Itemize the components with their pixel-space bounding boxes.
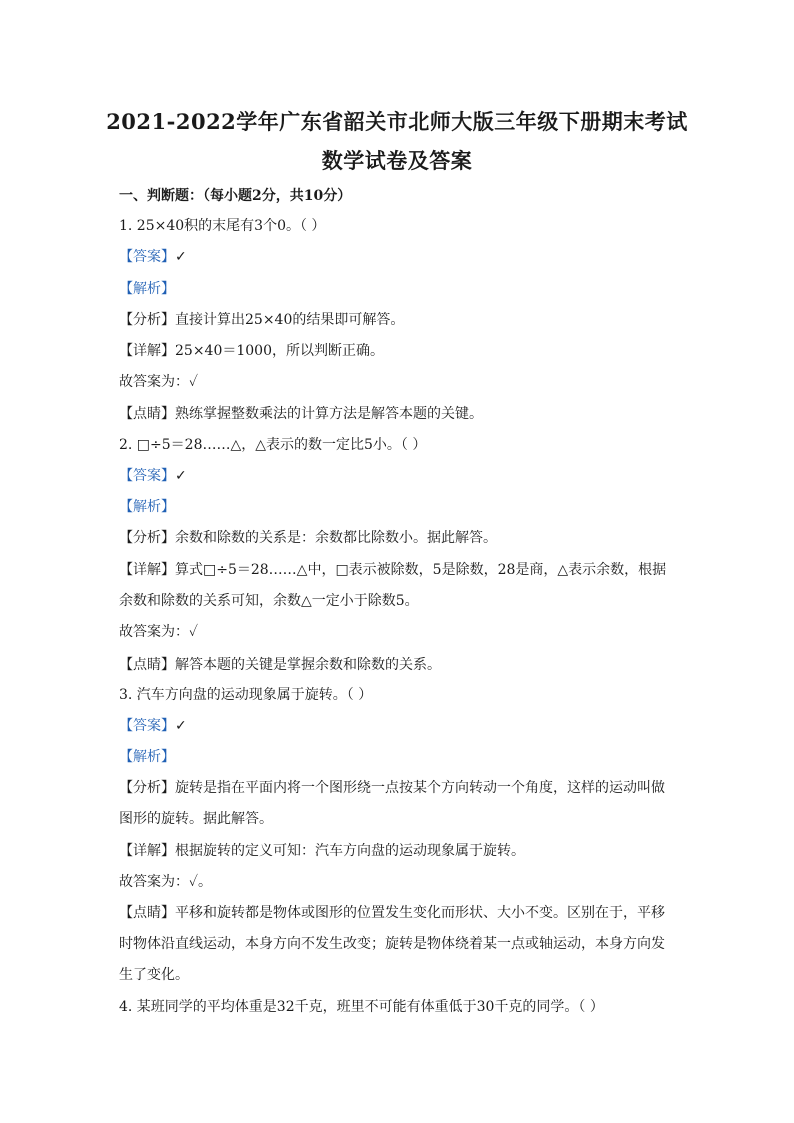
- q3-stem: 3. 汽车方向盘的运动现象属于旋转。（ ）: [119, 687, 373, 703]
- q2-dianjing: 解答本题的关键是掌握余数和除数的关系。: [175, 657, 441, 673]
- q2-stem: 2. □÷5＝28……△，△表示的数一定比5小。（ ）: [119, 437, 427, 453]
- q3-dianjing-1: 平移和旋转都是物体或图形的位置发生变化而形状、大小不变。区别在于，平移: [175, 905, 665, 921]
- q3-dianjing-2: 时物体沿直线运动，本身方向不发生改变；旋转是物体绕着某一点或轴运动，本身方向发: [119, 936, 665, 952]
- xiangjie-tag: 【详解】: [119, 843, 175, 859]
- q1-stem: 1. 25×40积的末尾有3个0。（ ）: [119, 218, 326, 234]
- q2-conclusion: 故答案为：✓: [119, 624, 199, 640]
- q3-answer-row: [119, 716, 679, 736]
- q1-answer-row: [119, 247, 679, 267]
- answer-tag: 【答案】: [119, 718, 175, 734]
- q2-fenxi: 余数和除数的关系是：余数都比除数小。据此解答。: [175, 530, 497, 546]
- q3-xiangjie-row: [119, 841, 679, 861]
- q3-dianjing-row: [119, 903, 679, 923]
- dianjing-tag: 【点睛】: [119, 905, 175, 921]
- dianjing-tag: 【点睛】: [119, 657, 175, 673]
- q2-analysis-tag: 【解析】: [119, 499, 175, 515]
- answer-tag: 【答案】: [119, 468, 175, 484]
- fenxi-tag: 【分析】: [119, 530, 175, 546]
- document-title-line2: 数学试卷及答案: [321, 148, 473, 173]
- q1-fenxi-row: [119, 310, 679, 330]
- q3-fenxi-1: 旋转是指在平面内将一个图形绕一点按某个方向转动一个角度，这样的运动叫做: [175, 780, 665, 796]
- q3-fenxi-row: [119, 778, 679, 798]
- dianjing-tag: 【点睛】: [119, 406, 175, 422]
- q1-xiangjie: 25×40＝1000，所以判断正确。: [175, 343, 384, 359]
- q2-fenxi-row: [119, 528, 679, 548]
- section-heading: 一、判断题：（每小题2分，共10分）: [119, 188, 352, 204]
- q2-xiangjie-2: 余数和除数的关系可知，余数△一定小于除数5。: [119, 593, 419, 609]
- fenxi-tag: 【分析】: [119, 312, 175, 328]
- q1-fenxi: 直接计算出25×40的结果即可解答。: [175, 312, 405, 328]
- xiangjie-tag: 【详解】: [119, 562, 175, 578]
- q3-conclusion: 故答案为：✓。: [119, 874, 213, 890]
- q3-fenxi-2: 图形的旋转。据此解答。: [119, 811, 273, 827]
- check-mark-icon: ✓: [175, 718, 187, 734]
- q3-analysis-tag: 【解析】: [119, 749, 175, 765]
- xiangjie-tag: 【详解】: [119, 343, 175, 359]
- q3-xiangjie: 根据旋转的定义可知：汽车方向盘的运动现象属于旋转。: [175, 843, 525, 859]
- q2-xiangjie-1: 算式□÷5＝28……△中，□表示被除数，5是除数，28是商，△表示余数，根据: [175, 562, 667, 578]
- q4-stem: 4. 某班同学的平均体重是32千克，班里不可能有体重低于30千克的同学。（ ）: [119, 999, 604, 1015]
- q1-xiangjie-row: [119, 341, 679, 361]
- q2-dianjing-row: [119, 655, 679, 675]
- q1-conclusion: 故答案为：✓: [119, 374, 199, 390]
- q3-dianjing-3: 生了变化。: [119, 967, 189, 983]
- check-mark-icon: ✓: [175, 249, 187, 265]
- fenxi-tag: 【分析】: [119, 780, 175, 796]
- check-mark-icon: ✓: [175, 468, 187, 484]
- answer-tag: 【答案】: [119, 249, 175, 265]
- q1-dianjing-row: [119, 404, 679, 424]
- q1-analysis-tag: 【解析】: [119, 281, 175, 297]
- q2-xiangjie-row: [119, 560, 679, 580]
- q1-dianjing: 熟练掌握整数乘法的计算方法是解答本题的关键。: [175, 406, 483, 422]
- q2-answer-row: [119, 466, 679, 486]
- document-title-line1: 2021-2022学年广东省韶关市北师大版三年级下册期末考试: [106, 109, 688, 134]
